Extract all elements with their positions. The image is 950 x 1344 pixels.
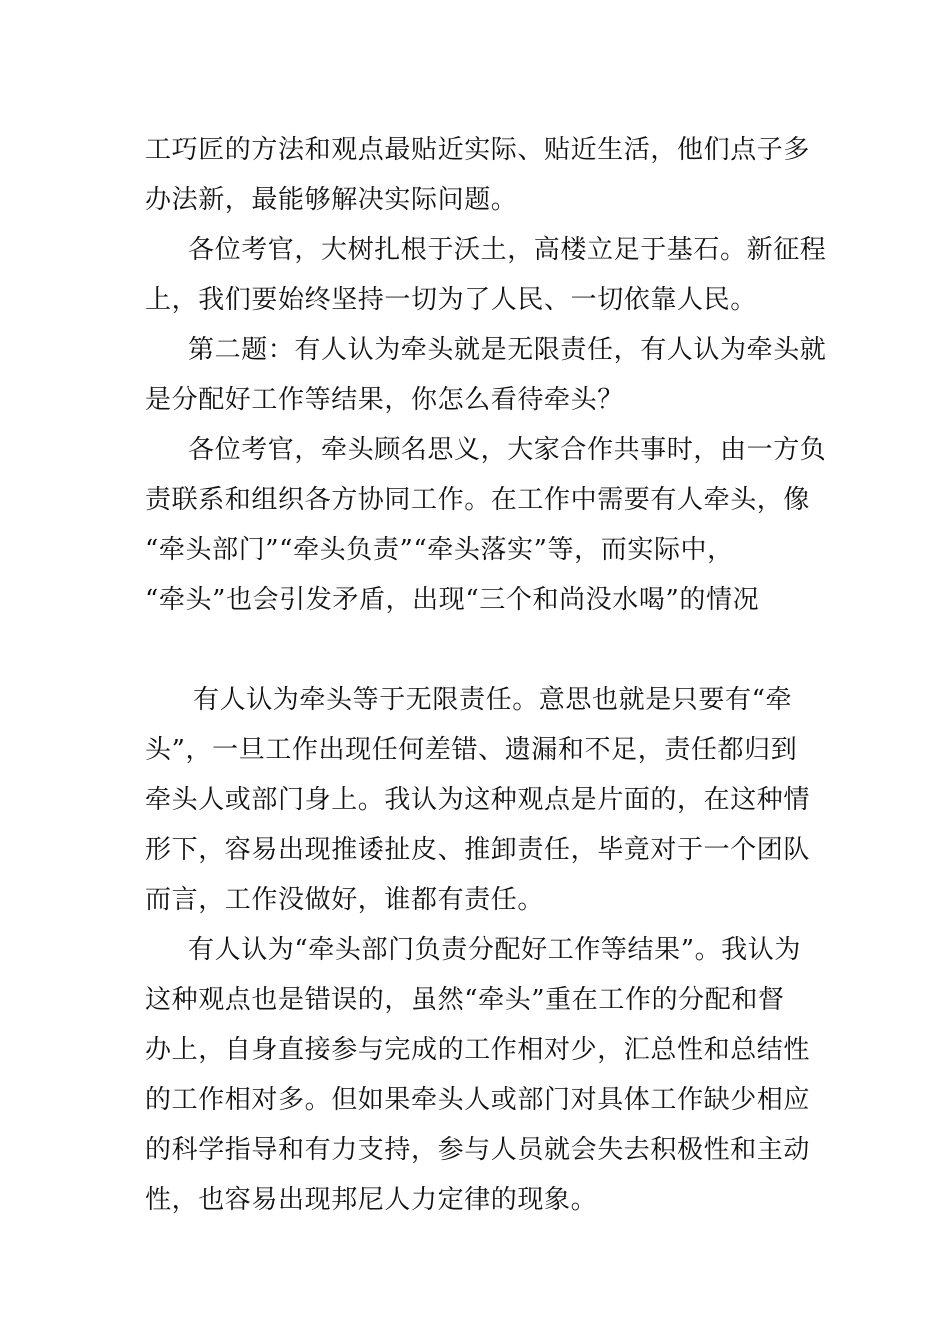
text-line: 工巧匠的方法和观点最贴近实际、贴近生活，他们点子多: [145, 135, 811, 165]
text-line: 这种观点也是错误的，虽然“牵头”重在工作的分配和督: [145, 985, 785, 1015]
text-line: “牵头部门”“牵头负责”“牵头落实”等，而实际中，: [145, 535, 734, 565]
paragraph-start-line: 有人认为牵头等于无限责任。意思也就是只要有“牵: [193, 685, 793, 715]
text-line: 的工作相对多。但如果牵头人或部门对具体工作缺少相应: [145, 1085, 811, 1115]
text-line: 性，也容易出现邦尼人力定律的现象。: [145, 1185, 598, 1215]
text-line: 头”，一旦工作出现任何差错、遗漏和不足，责任都归到: [145, 735, 798, 765]
paragraph-start-line: 各位考官，牵头顾名思义，大家合作共事时，由一方负: [188, 435, 827, 465]
text-line: 的科学指导和有力支持，参与人员就会失去积极性和主动: [145, 1135, 811, 1165]
paragraph-start-line: 有人认为“牵头部门负责分配好工作等结果”。我认为: [188, 935, 801, 965]
text-line: 办上，自身直接参与完成的工作相对少，汇总性和总结性: [145, 1035, 811, 1065]
text-line: 上，我们要始终坚持一切为了人民、一切依靠人民。: [145, 285, 757, 315]
text-line: “牵头”也会引发矛盾，出现“三个和尚没水喝”的情况: [145, 585, 760, 615]
text-line: 牵头人或部门身上。我认为这种观点是片面的，在这种情: [145, 785, 811, 815]
text-line: 责联系和组织各方协同工作。在工作中需要有人牵头，像: [145, 485, 811, 515]
question-heading-line: 第二题：有人认为牵头就是无限责任，有人认为牵头就: [188, 335, 827, 365]
text-line: 办法新，最能够解决实际问题。: [145, 185, 518, 215]
text-line: 是分配好工作等结果，你怎么看待牵头？: [145, 385, 624, 415]
paragraph-start-line: 各位考官，大树扎根于沃土，高楼立足于基石。新征程: [188, 235, 827, 265]
text-line: 而言，工作没做好，谁都有责任。: [145, 885, 545, 915]
text-line: 形下，容易出现推诿扯皮、推卸责任，毕竟对于一个团队: [145, 835, 811, 865]
